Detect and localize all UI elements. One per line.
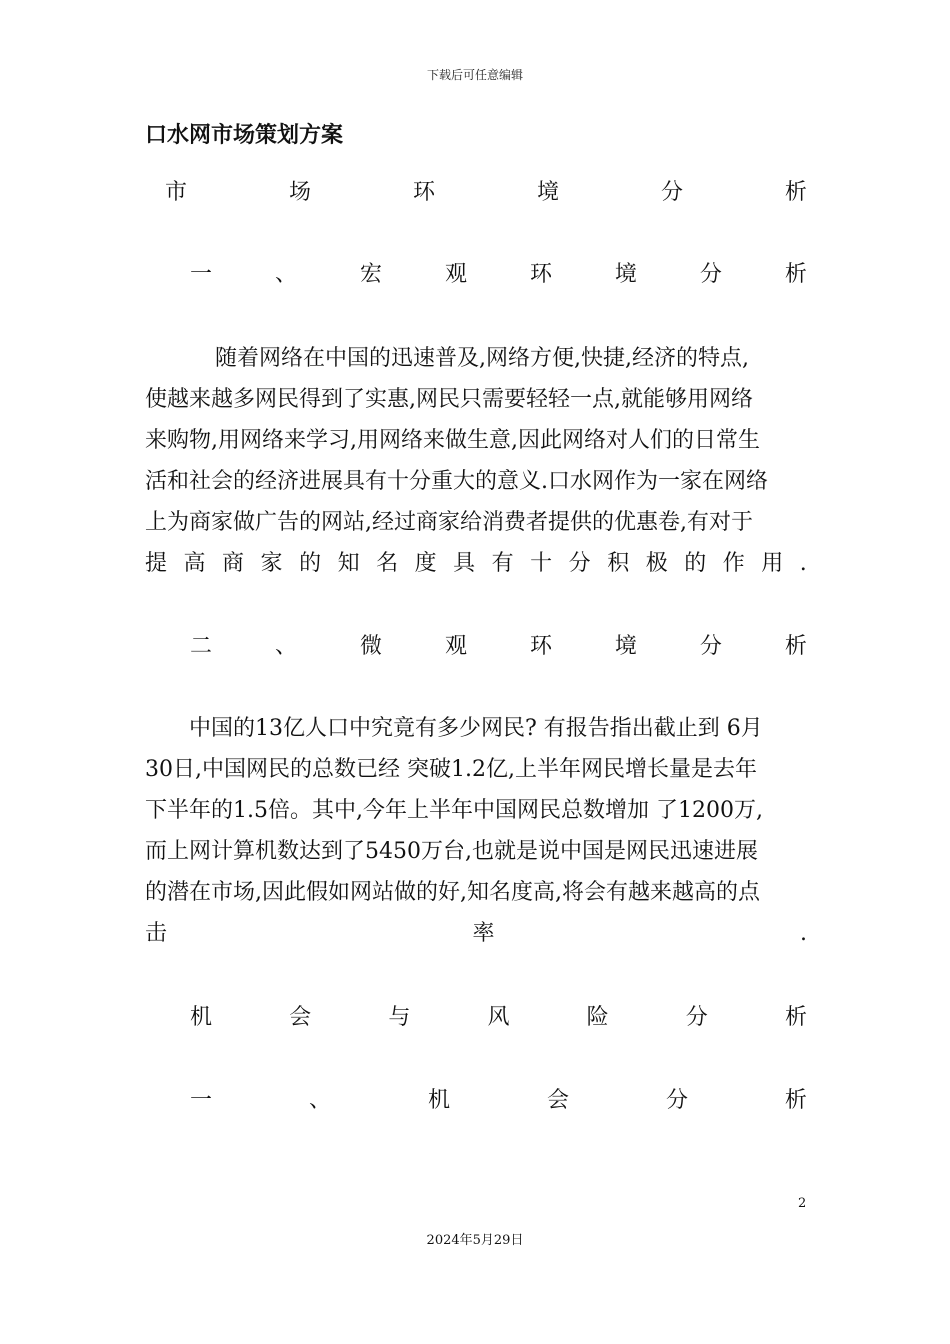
heading-char: 环: [529, 262, 552, 287]
paragraph-char: 具: [453, 551, 476, 576]
paragraph-line: 使越来越多网民得到了实惠,网民只需要轻轻一点,就能够用网络: [145, 387, 753, 412]
document-title: 口水网市场策划方案: [145, 123, 344, 148]
page-number: 2: [798, 1196, 807, 1211]
heading-char: 境: [536, 180, 559, 205]
heading-char: 二: [190, 634, 213, 659]
subheading-opportunity: [190, 1086, 807, 1116]
heading-char: 观: [444, 634, 467, 659]
paragraph-char: 提: [145, 551, 168, 576]
footer-date: 2024年5月29日: [426, 1233, 524, 1248]
heading-char: 市: [165, 180, 188, 205]
page-header: 下载后可任意编辑: [426, 68, 523, 82]
paragraph-line: 来购物,用网络来学习,用网络来做生意,因此网络对人们的日常生: [145, 428, 760, 453]
paragraph-char: 度: [414, 551, 437, 576]
paragraph-char: 作: [722, 551, 745, 576]
subheading-micro-environment: [190, 632, 807, 662]
paragraph-line: 随着网络在中国的迅速普及,网络方便,快捷,经济的特点,: [215, 346, 749, 371]
paragraph-line: 活和社会的经济进展具有十分重大的意义.口水网作为一家在网络: [145, 469, 768, 494]
paragraph-char: 极: [645, 551, 668, 576]
heading-char: 会: [289, 1005, 312, 1030]
heading-char: 一: [190, 262, 213, 287]
heading-char: 分: [685, 1005, 708, 1030]
paragraph-last-line: [145, 913, 807, 954]
paragraph-char: 用: [761, 551, 784, 576]
heading-char: 会: [546, 1088, 569, 1113]
paragraph-char: 商: [222, 551, 245, 576]
paragraph-macro-analysis: [145, 338, 807, 584]
heading-char: 析: [784, 1005, 807, 1030]
heading-char: 析: [784, 1088, 807, 1113]
heading-char: 一: [190, 1088, 213, 1113]
paragraph-line: 上为商家做广告的网站,经过商家给消费者提供的优惠卷,有对于: [145, 510, 753, 535]
heading-char: 境: [614, 634, 637, 659]
paragraph-char: 分: [568, 551, 591, 576]
heading-char: 境: [614, 262, 637, 287]
heading-char: 机: [190, 1005, 213, 1030]
heading-char: 观: [444, 262, 467, 287]
paragraph-last-line: [145, 543, 807, 584]
paragraph-char: 家: [260, 551, 283, 576]
heading-char: 分: [699, 262, 722, 287]
heading-char: 风: [487, 1005, 510, 1030]
paragraph-char: 的: [299, 551, 322, 576]
paragraph-line: 而上网计算机数达到了5450万台,也就是说中国是网民迅速进展: [145, 839, 758, 864]
heading-char: 宏: [359, 262, 382, 287]
paragraph-line: 30日,中国网民的总数已经 突破1.2亿,上半年网民增长量是去年: [145, 757, 757, 782]
heading-char: 险: [586, 1005, 609, 1030]
paragraph-char: 率: [472, 921, 495, 946]
paragraph-char: 积: [607, 551, 630, 576]
section-heading-opportunity-risk: [190, 1003, 807, 1033]
paragraph-char: .: [799, 551, 807, 576]
heading-char: 析: [784, 262, 807, 287]
heading-char: 、: [274, 262, 297, 287]
section-heading-market-environment: [165, 178, 807, 208]
heading-char: 析: [784, 180, 807, 205]
paragraph-char: .: [800, 921, 807, 946]
paragraph-char: 击: [145, 921, 168, 946]
subheading-macro-environment: [190, 260, 807, 290]
paragraph-line: 中国的13亿人口中究竟有多少网民? 有报告指出截止到 6月: [189, 716, 763, 741]
paragraph-char: 知: [337, 551, 360, 576]
paragraph-char: 十: [530, 551, 553, 576]
heading-char: 分: [665, 1088, 688, 1113]
heading-char: 环: [412, 180, 435, 205]
paragraph-char: 名: [376, 551, 399, 576]
heading-char: 环: [529, 634, 552, 659]
heading-char: 析: [784, 634, 807, 659]
paragraph-char: 高: [183, 551, 206, 576]
paragraph-line: 的潜在市场,因此假如网站做的好,知名度高,将会有越来越高的点: [145, 880, 760, 905]
heading-char: 、: [308, 1088, 331, 1113]
paragraph-micro-analysis: [145, 708, 807, 954]
heading-char: 分: [660, 180, 683, 205]
heading-char: 、: [274, 634, 297, 659]
paragraph-line: 下半年的1.5倍。其中,今年上半年中国网民总数增加 了1200万,: [145, 798, 763, 823]
heading-char: 场: [288, 180, 311, 205]
paragraph-char: 有: [491, 551, 514, 576]
heading-char: 机: [427, 1088, 450, 1113]
paragraph-char: 的: [684, 551, 707, 576]
heading-char: 与: [388, 1005, 411, 1030]
heading-char: 分: [699, 634, 722, 659]
heading-char: 微: [359, 634, 382, 659]
